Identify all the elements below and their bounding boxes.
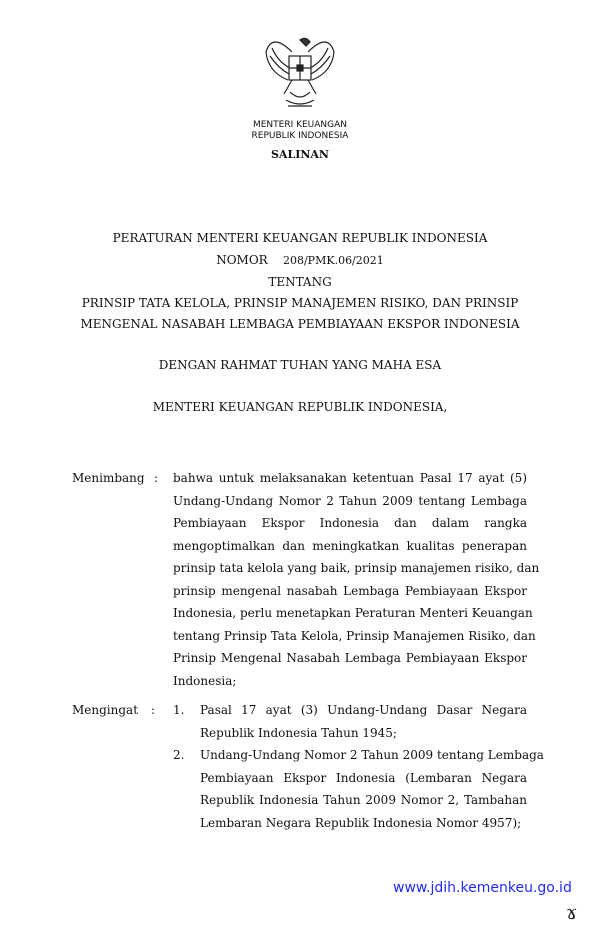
nomor-value: 208/PMK.06/2021 xyxy=(282,254,384,267)
menimbang-line: prinsip tata kelola yang baik, prinsip manajemen risiko, dan xyxy=(173,561,540,575)
item-line: Pasal 17 ayat (3) Undang-Undang Dasar Negara xyxy=(200,703,527,717)
regulation-title: PERATURAN MENTERI KEUANGAN REPUBLIK INDONESIA xyxy=(112,231,488,245)
garuda-emblem-icon xyxy=(262,32,338,114)
menimbang-colon: : xyxy=(154,471,159,485)
menimbang-line: Indonesia; xyxy=(173,673,237,688)
menimbang-line: bahwa untuk melaksanakan ketentuan Pasal 17 ayat (5) xyxy=(173,471,527,485)
mengingat-item-1 xyxy=(200,699,527,744)
subject-line-1: PRINSIP TATA KELOLA, PRINSIP MANAJEMEN RISIKO, DAN PRINSIP xyxy=(81,296,519,310)
subject-line-2: MENGENAL NASABAH LEMBAGA PEMBIAYAAN EKSPOR INDONESIA xyxy=(80,317,520,331)
mengingat-colon: : xyxy=(151,703,156,717)
mengingat-label: Mengingat xyxy=(72,703,139,717)
issuer: MENTERI KEUANGAN REPUBLIK INDONESIA, xyxy=(152,400,448,414)
item-line: Republik Indonesia Tahun 1945; xyxy=(200,725,397,740)
menimbang-line: Undang-Undang Nomor 2 Tahun 2009 tentang Lembaga xyxy=(173,493,527,508)
jdih-link[interactable]: www.jdih.kemenkeu.go.id xyxy=(393,880,572,896)
item-line: Lembaran Negara Republik Indonesia Nomor 4957); xyxy=(200,815,522,830)
item-line: Undang-Undang Nomor 2 Tahun 2009 tentang Lembaga xyxy=(200,748,544,762)
menimbang-line: mengoptimalkan dan meningkatkan kualitas penerapan xyxy=(173,538,527,553)
nomor-label: NOMOR xyxy=(216,253,268,267)
paraf-initial-icon: ɤ xyxy=(566,900,578,924)
item-number: 1. xyxy=(173,703,185,717)
tentang-label: TENTANG xyxy=(268,275,332,289)
copy-label: SALINAN xyxy=(270,148,329,161)
item-line: Republik Indonesia Tahun 2009 Nomor 2, Tambahan xyxy=(200,793,527,807)
menimbang-line: Pembiayaan Ekspor Indonesia dan dalam rangka xyxy=(173,516,527,530)
menimbang-line: tentang Prinsip Tata Kelola, Prinsip Manajemen Risiko, dan xyxy=(173,628,536,643)
item-number: 2. xyxy=(173,748,185,762)
menimbang-line: Prinsip Mengenal Nasabah Lembaga Pembiayaan Ekspor xyxy=(173,651,527,665)
regulation-number xyxy=(40,253,560,267)
ministry-line-2: REPUBLIK INDONESIA xyxy=(251,131,349,141)
ministry-line-1: MENTERI KEUANGAN xyxy=(252,120,348,130)
invocation: DENGAN RAHMAT TUHAN YANG MAHA ESA xyxy=(158,358,442,372)
menimbang-line: prinsip mengenal nasabah Lembaga Pembiayaan Ekspor xyxy=(173,583,527,598)
mengingat-item-2 xyxy=(200,744,544,834)
menimbang-label: Menimbang xyxy=(72,471,145,485)
ministry-heading xyxy=(200,120,400,142)
menimbang-body xyxy=(173,467,540,692)
menimbang-line: Indonesia, perlu menetapkan Peraturan Menteri Keuangan xyxy=(173,606,533,620)
item-line: Pembiayaan Ekspor Indonesia (Lembaran Negara xyxy=(200,770,527,785)
